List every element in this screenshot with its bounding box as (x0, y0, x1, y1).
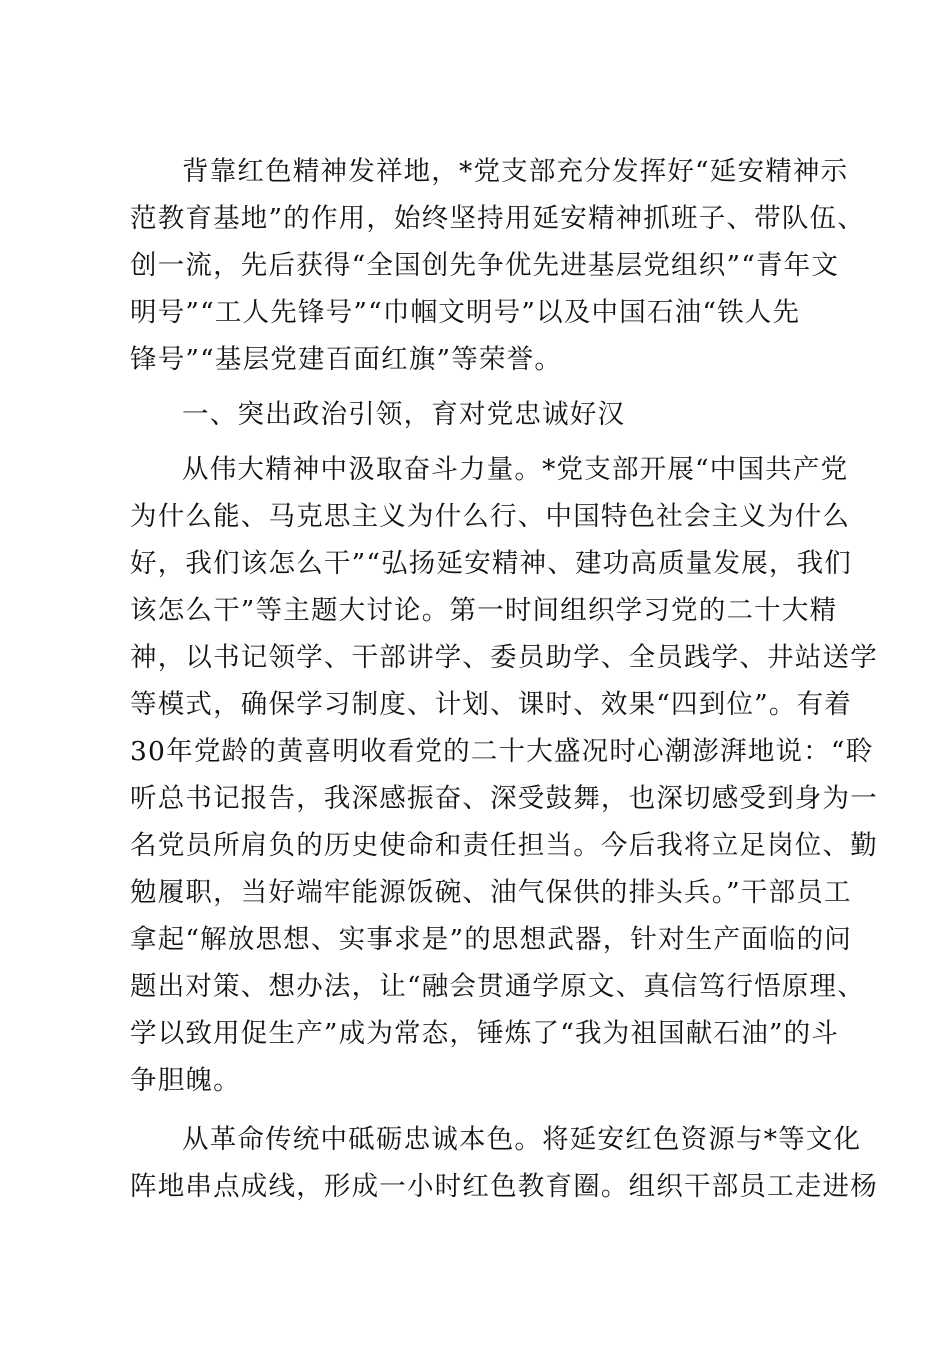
text-line: 听总书记报告，我深感振奋、深受鼓舞，也深切感受到身为一 (130, 783, 878, 814)
text-line: 等模式，确保学习制度、计划、课时、效果“四到位”。有着 (130, 689, 852, 720)
text-line: 30年党龄的黄喜明收看党的二十大盛况时心潮澎湃地说：“聆 (130, 736, 874, 767)
text-line: 锋号”“基层党建百面红旗”等荣誉。 (130, 344, 563, 375)
text-line: 学以致用促生产”成为常态，锤炼了“我为祖国献石油”的斗 (130, 1018, 840, 1049)
text-line: 神，以书记领学、干部讲学、委员助学、全员践学、井站送学 (130, 642, 878, 673)
text-line: 该怎么干”等主题大讨论。第一时间组织学习党的二十大精 (130, 595, 838, 626)
document-page (130, 148, 878, 1210)
text-line: 为什么能、马克思主义为什么行、中国特色社会主义为什么 (130, 501, 851, 532)
paragraph-honors (130, 148, 865, 383)
text-line: 明号”“工人先锋号”“巾帼文明号”以及中国石油“铁人先 (130, 297, 801, 328)
text-line: 好，我们该怎么干”“弘扬延安精神、建功高质量发展，我们 (130, 548, 852, 579)
text-line: 勉履职，当好端牢能源饭碗、油气保供的排头兵。”干部员工 (130, 877, 852, 908)
paragraph-spirit (130, 446, 878, 1104)
paragraph-tradition (130, 1116, 878, 1210)
text-line: 阵地串点成线，形成一小时红色教育圈。组织干部员工走进杨 (130, 1171, 878, 1202)
text-line: 争胆魄。 (130, 1065, 241, 1096)
text-line: 范教育基地”的作用，始终坚持用延安精神抓班子、带队伍、 (130, 203, 865, 234)
text-line: 题出对策、想办法，让“融会贯通学原文、真信笃行悟原理、 (130, 971, 865, 1002)
text-line: 创一流，先后获得“全国创先争优先进基层党组织”“青年文 (130, 250, 840, 281)
text-line: 从伟大精神中汲取奋斗力量。*党支部开展“中国共产党 (182, 454, 849, 485)
paragraph-gap (130, 1104, 822, 1116)
text-line: 背靠红色精神发祥地，*党支部充分发挥好“延安精神示 (182, 156, 849, 187)
text-line: 拿起“解放思想、实事求是”的思想武器，针对生产面临的问 (130, 924, 852, 955)
text-line: 从革命传统中砥砺忠诚本色。将延安红色资源与*等文化 (182, 1124, 862, 1155)
text-line: 名党员所肩负的历史使命和责任担当。今后我将立足岗位、勤 (130, 830, 878, 861)
section-heading: 一、突出政治引领，育对党忠诚好汉 (182, 399, 626, 430)
